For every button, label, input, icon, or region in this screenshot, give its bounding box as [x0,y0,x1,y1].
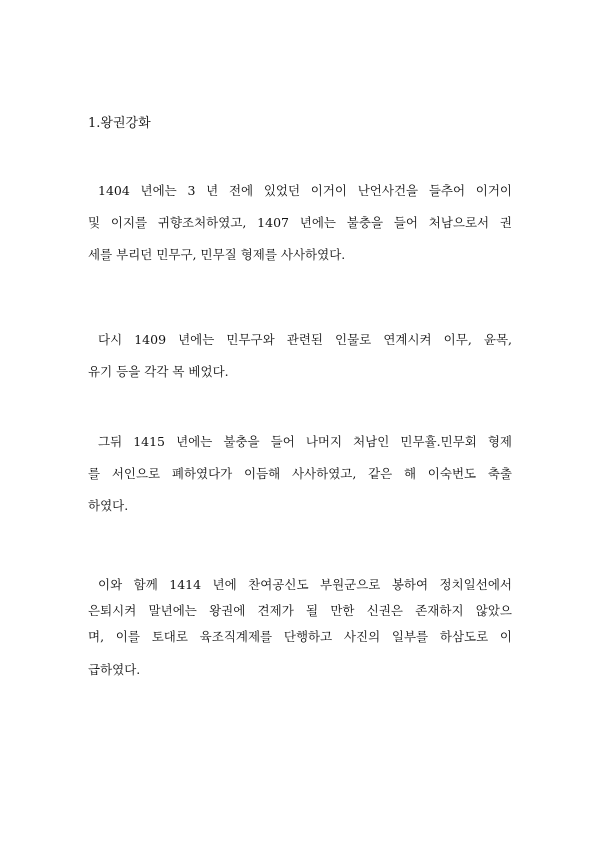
paragraph-4 [88,576,512,687]
section-heading: 1.왕권강화 [88,116,151,131]
paragraph-line: 며, 이를 토대로 육조직계제를 단행하고 사진의 일부를 하삼도로 이 [88,629,512,644]
paragraph-line: 1404 년에는 3 년 전에 있었던 이거이 난언사건을 들추어 이거이 [98,183,512,198]
paragraph-line: 그뒤 1415 년에는 불충을 들어 나머지 처남인 민무휼.민무회 형제 [98,434,512,449]
paragraph-3 [88,433,512,529]
paragraph-line: 이와 함께 1414 년에 찬여공신도 부원군으로 봉하여 정치일선에서 [98,577,512,592]
paragraph-line: 유기 등을 각각 목 베었다. [88,364,229,379]
paragraph-1 [88,182,512,278]
paragraph-line: 급하였다. [88,662,141,677]
paragraph-line: 세를 부리던 민무구, 민무질 형제를 사사하였다. [88,247,346,262]
paragraph-line: 및 이지를 귀향조처하였고, 1407 년에는 불충을 들어 처남으로서 권 [88,215,512,230]
paragraph-line: 를 서인으로 폐하였다가 이듬해 사사하였고, 같은 해 이숙번도 축출 [88,466,512,481]
paragraph-line: 하였다. [88,498,129,513]
paragraph-2 [88,331,512,395]
paragraph-line: 다시 1409 년에는 민무구와 관련된 인물로 연계시켜 이무, 윤목, [98,332,512,347]
paragraph-line: 은퇴시켜 말년에는 왕권에 견제가 될 만한 신권은 존재하지 않았으 [88,603,512,618]
